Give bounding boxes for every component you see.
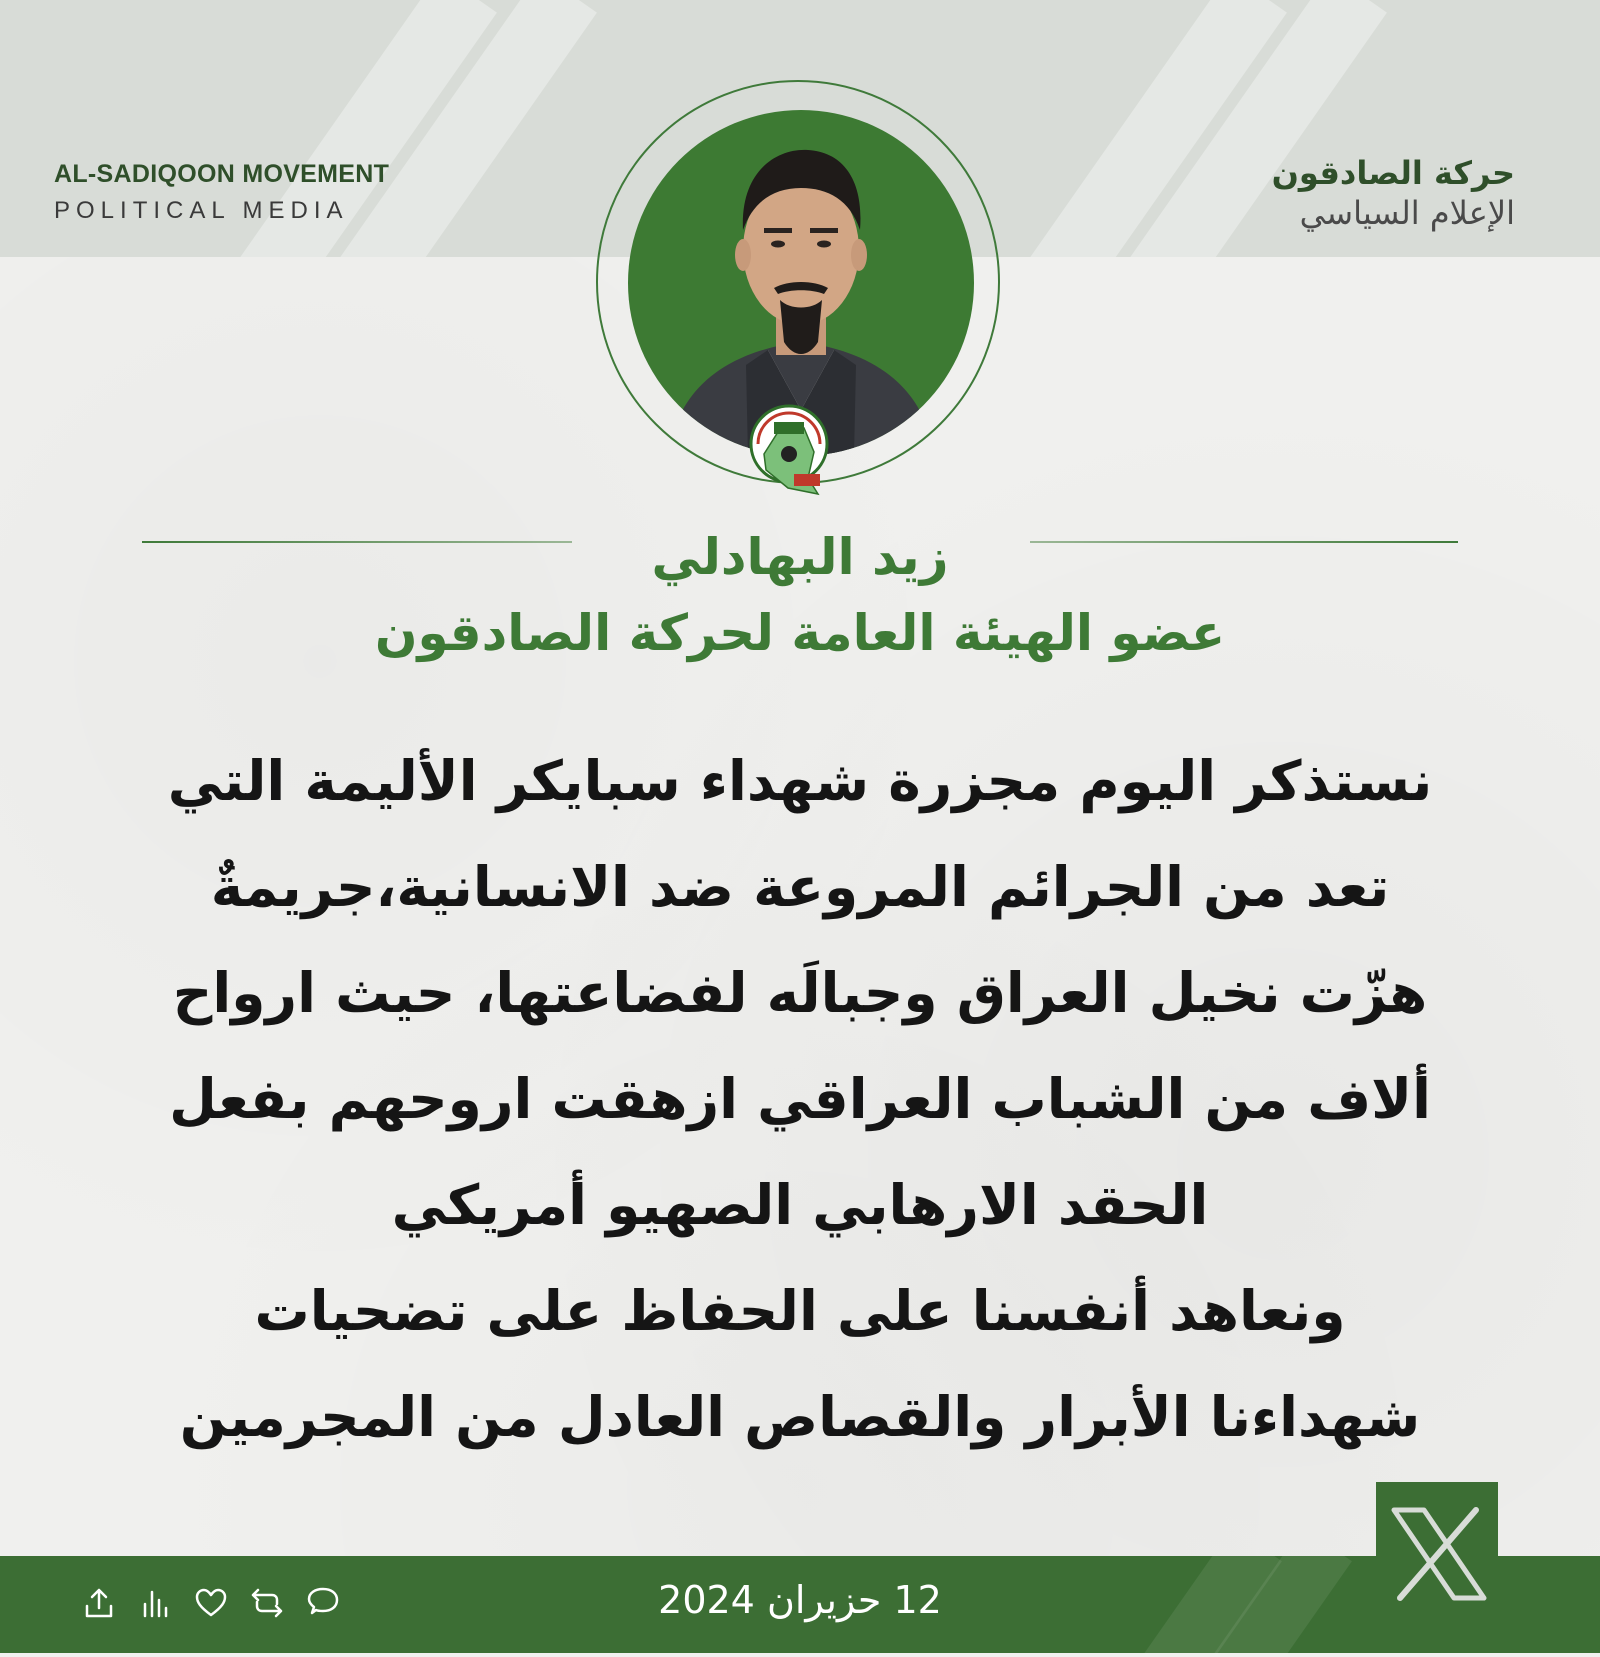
brand-arabic: [1272, 154, 1515, 232]
brand-en-subtitle: POLITICAL MEDIA: [54, 197, 349, 224]
x-logo-box[interactable]: [1376, 1482, 1498, 1653]
footer-bar: [0, 1556, 1600, 1653]
quote-text: [130, 728, 1470, 1470]
quote-line: شهداءنا الأبرار والقصاص العادل من المجرمين: [179, 1385, 1421, 1449]
brand-english: [54, 160, 389, 225]
x-logo-icon: [1376, 1482, 1498, 1653]
person-name: زيد البهادلي: [651, 528, 949, 586]
brand-ar-name: حركة الصادقون: [1271, 154, 1515, 192]
quote-line: هزّت نخيل العراق وجبالَه لفضاعتها، حيث ارواح: [172, 961, 1428, 1025]
quote-line: تعد من الجرائم المروعة ضد الانسانية،جريمةٌ: [210, 855, 1390, 919]
person-title: عضو الهيئة العامة لحركة الصادقون: [374, 604, 1226, 662]
post-date: 12 حزيران 2024: [658, 1578, 942, 1622]
quote-line: نستذكر اليوم مجزرة شهداء سبايكر الأليمة التي: [167, 749, 1433, 813]
movement-logo: [748, 404, 830, 500]
quote-line: ألاف من الشباب العراقي ازهقت اروحهم بفعل: [169, 1067, 1431, 1131]
brand-ar-subtitle: الإعلام السياسي: [1299, 194, 1515, 232]
quote-line: ونعاهد أنفسنا على الحفاظ على تضحيات: [254, 1279, 1346, 1343]
quote-line: الحقد الارهابي الصهيو أمريكي: [391, 1173, 1209, 1237]
brand-en-name: AL-SADIQOON MOVEMENT: [54, 160, 390, 188]
